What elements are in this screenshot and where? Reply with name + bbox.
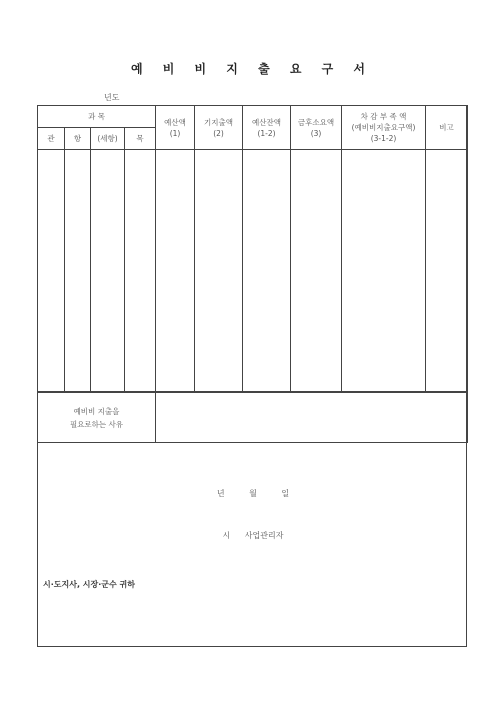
shortfall-header [342, 106, 426, 150]
subheader-mok: 목 [125, 128, 156, 150]
budget-balance-label: 예산잔액 [252, 117, 281, 127]
form-sheet [37, 105, 467, 647]
manager-line: 시 사업관리자 [222, 531, 284, 540]
reason-label [38, 393, 156, 443]
remarks-header: 비고 [426, 106, 468, 150]
budget-amount-label: 예산액 [164, 117, 186, 127]
budget-balance-code: (1-2) [257, 128, 276, 138]
category-header: 과 목 [38, 106, 156, 128]
entry-cell[interactable] [38, 150, 65, 392]
document-title: 예 비 비 지 출 요 구 서 [131, 62, 373, 76]
entry-cell[interactable] [342, 150, 426, 392]
reason-label-line1: 예비비 지출을 [73, 406, 120, 416]
entry-cell[interactable] [195, 150, 243, 392]
future-required-header [291, 106, 342, 150]
subheader-hang: 항 [65, 128, 91, 150]
date-line: 년 월 일 [216, 489, 290, 498]
budget-amount-header [156, 106, 195, 150]
subheader-sehang: (세항) [91, 128, 125, 150]
reason-entry-cell[interactable] [156, 393, 468, 443]
entry-cell[interactable] [91, 150, 125, 392]
subheader-gwan: 관 [38, 128, 65, 150]
entry-cell[interactable] [65, 150, 91, 392]
entry-cell[interactable] [156, 150, 195, 392]
shortfall-code: (3-1-2) [370, 134, 397, 143]
future-required-code: (3) [310, 128, 322, 138]
entry-cell[interactable] [291, 150, 342, 392]
entry-cell[interactable] [243, 150, 291, 392]
spent-amount-header [195, 106, 243, 150]
year-label: 년도 [104, 93, 120, 102]
shortfall-label: 차 감 부 족 액 [360, 112, 407, 121]
reason-table [37, 392, 468, 443]
budget-table [37, 105, 468, 392]
spent-amount-code: (2) [213, 128, 224, 138]
budget-amount-code: (1) [169, 128, 181, 138]
addressee: 시·도지사, 시장·군수 귀하 [43, 580, 135, 589]
table-body-row [38, 150, 468, 392]
entry-cell[interactable] [426, 150, 468, 392]
future-required-label: 금후소요액 [297, 117, 335, 127]
shortfall-sublabel: (예비비지출요구액) [351, 123, 416, 132]
reason-label-line2: 필요로하는 사유 [69, 419, 124, 429]
entry-cell[interactable] [125, 150, 156, 392]
spent-amount-label: 기지출액 [204, 117, 233, 127]
budget-balance-header [243, 106, 291, 150]
